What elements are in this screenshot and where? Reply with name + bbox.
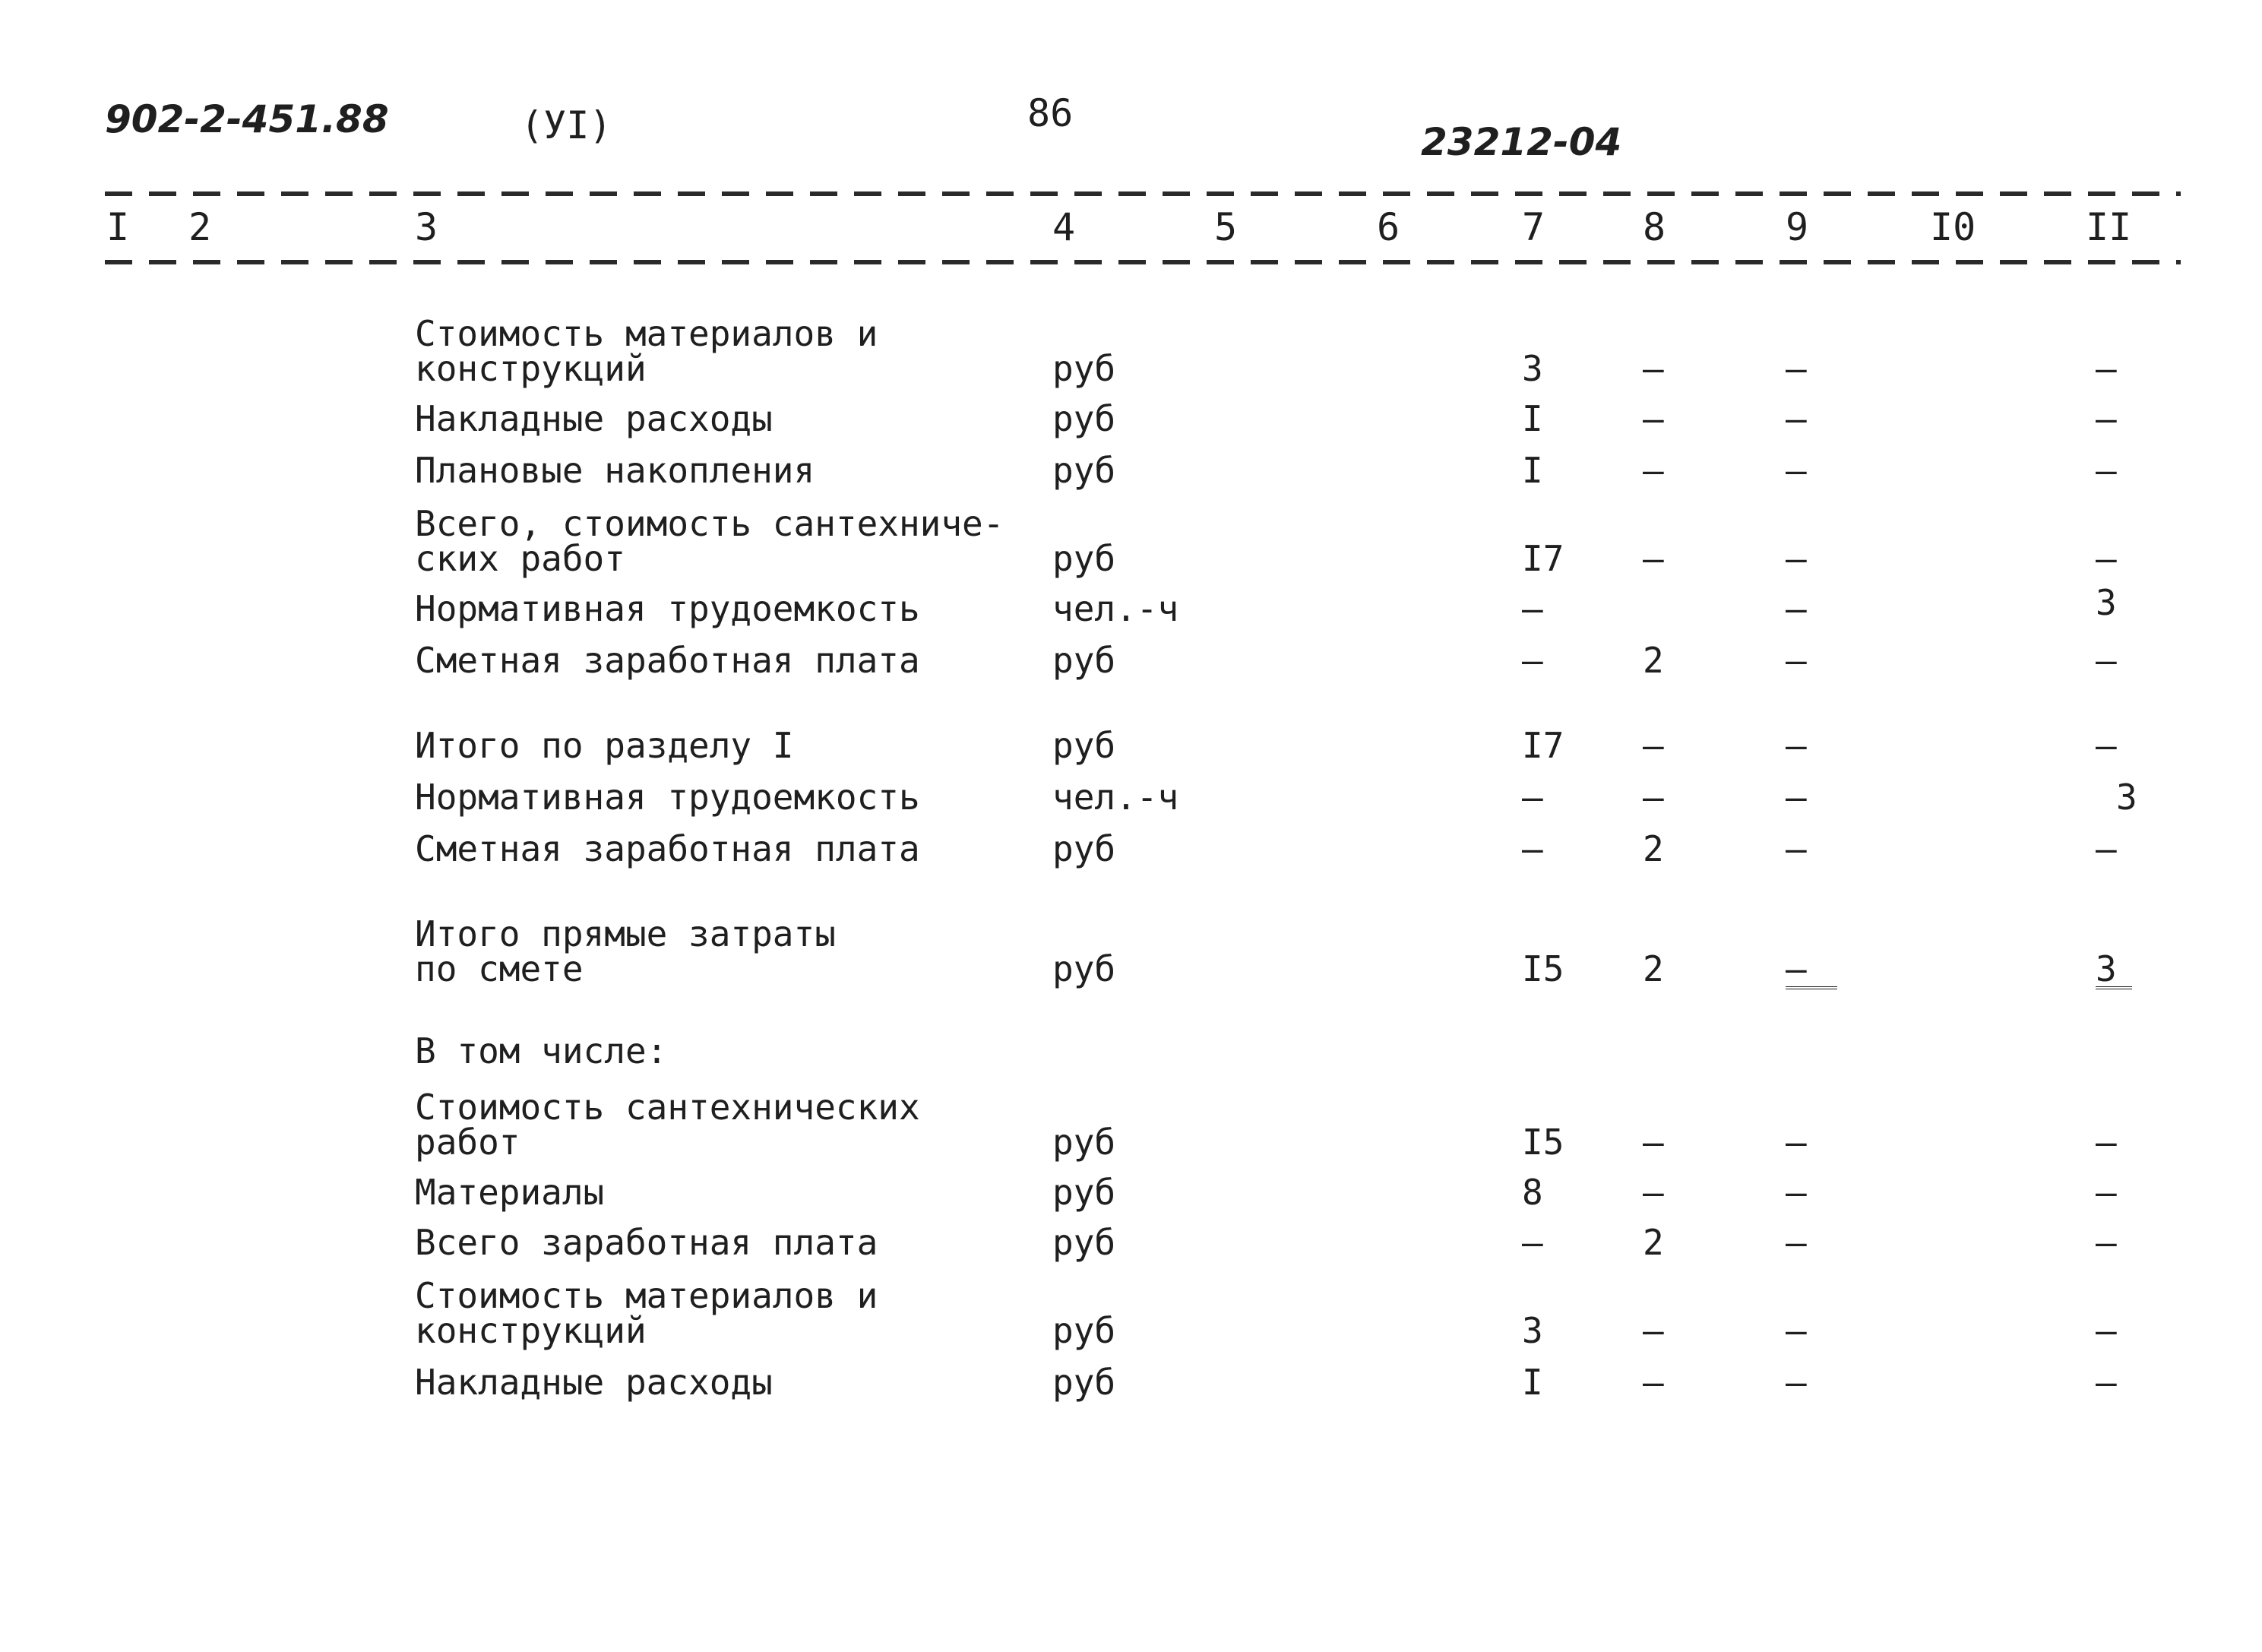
row-unit: чел.-ч [1052, 777, 1179, 818]
table-row [0, 503, 2262, 579]
row-description: Сметная заработная плата [415, 828, 920, 869]
col-num-2: 2 [188, 205, 212, 249]
row-unit: руб [1052, 398, 1116, 439]
row-unit: руб [1052, 1172, 1116, 1213]
row-value-col9: – [1786, 640, 1807, 681]
album-number: (УI) [520, 103, 612, 147]
row-value-col7: – [1522, 1222, 1543, 1263]
row-value-col7: I [1522, 1362, 1543, 1403]
row-value-col11: – [2096, 1122, 2117, 1163]
row-unit: руб [1052, 725, 1116, 766]
row-value-col9: – [1786, 1122, 1807, 1163]
row-value-col9: – [1786, 1362, 1807, 1403]
table-row [0, 1362, 2262, 1403]
row-value-col9: – [1786, 725, 1807, 766]
table-row [0, 313, 2262, 389]
row-description: Плановые накопления [415, 450, 815, 491]
row-value-col8: – [1643, 1172, 1664, 1213]
row-unit: руб [1052, 1222, 1116, 1263]
table-row [0, 1172, 2262, 1213]
row-value-col8: 2 [1643, 1222, 1664, 1263]
row-value-col9: – [1786, 348, 1807, 389]
row-description: Стоимость материалов и [415, 1275, 878, 1316]
row-value-col8: – [1643, 725, 1664, 766]
row-value-col11: 3 [2116, 777, 2137, 818]
row-value-col11: – [2096, 348, 2117, 389]
sheet-code: 23212-04 [1421, 120, 1622, 164]
page-number: 86 [1027, 91, 1074, 135]
row-value-col11: – [2096, 1222, 2117, 1263]
row-description-cont: конструкций [415, 1310, 647, 1351]
row-description: Материалы [415, 1172, 605, 1213]
row-value-col9: – [1786, 777, 1807, 818]
row-value-col9: – [1786, 828, 1807, 869]
row-value-col7: – [1522, 640, 1543, 681]
row-description: Всего заработная плата [415, 1222, 878, 1263]
row-unit: чел.-ч [1052, 588, 1179, 629]
row-description: Нормативная трудоемкость [415, 777, 920, 818]
row-value-col7: I [1522, 450, 1543, 491]
table-row [0, 398, 2262, 439]
row-value-col11: – [2096, 450, 2117, 491]
row-value-col11: – [2096, 1362, 2117, 1403]
row-value-col8: – [1643, 777, 1664, 818]
row-value-col8: – [1643, 1362, 1664, 1403]
row-unit: руб [1052, 1122, 1116, 1163]
col-num-11: II [2086, 205, 2132, 249]
table-row [0, 582, 2262, 629]
table-row [0, 450, 2262, 491]
col-num-3: 3 [415, 205, 438, 249]
row-value-col9: – [1786, 1310, 1807, 1351]
col-num-9: 9 [1786, 205, 1809, 249]
row-value-col7: I5 [1522, 948, 1564, 989]
row-value-col11: – [2096, 538, 2117, 579]
row-value-col7: – [1522, 828, 1543, 869]
row-description: В том числе: [415, 1030, 668, 1071]
col-num-4: 4 [1052, 205, 1076, 249]
row-unit: руб [1052, 538, 1116, 579]
row-value-col8: 2 [1643, 640, 1664, 681]
row-description: Стоимость сантехнических [415, 1087, 920, 1128]
row-value-col8: 2 [1643, 828, 1664, 869]
row-value-col9: – [1786, 398, 1807, 439]
row-value-col11: – [2096, 1172, 2117, 1213]
row-value-col8: – [1643, 450, 1664, 491]
document-code: 902-2-451.88 [105, 97, 389, 141]
row-description-cont: ских работ [415, 538, 625, 579]
row-unit: руб [1052, 1362, 1116, 1403]
row-value-col9: – [1786, 588, 1807, 629]
row-unit: руб [1052, 640, 1116, 681]
row-description: Нормативная трудоемкость [415, 588, 920, 629]
row-value-col9: – [1786, 951, 1837, 989]
row-value-col7: 3 [1522, 348, 1543, 389]
row-description: Стоимость материалов и [415, 313, 878, 354]
col-num-10: I0 [1930, 205, 1976, 249]
row-description-cont: по смете [415, 948, 584, 989]
table-row [0, 725, 2262, 766]
row-value-col7: – [1522, 777, 1543, 818]
row-value-col7: 8 [1522, 1172, 1543, 1213]
row-value-col11: – [2096, 398, 2117, 439]
row-value-col11: 3 [2096, 582, 2117, 623]
header-bottom-rule [105, 260, 2181, 264]
row-value-col7: I7 [1522, 538, 1564, 579]
row-value-col11: – [2096, 725, 2117, 766]
row-description: Всего, стоимость сантехниче- [415, 503, 1004, 544]
row-description-cont: работ [415, 1122, 520, 1163]
row-value-col7: I [1522, 398, 1543, 439]
row-value-col9: – [1786, 450, 1807, 491]
col-num-1: I [106, 205, 130, 249]
row-value-col11: – [2096, 1310, 2117, 1351]
row-description: Итого по разделу I [415, 725, 794, 766]
row-unit: руб [1052, 1310, 1116, 1351]
row-value-col9: – [1786, 538, 1807, 579]
col-num-5: 5 [1214, 205, 1238, 249]
row-value-col8: – [1643, 1122, 1664, 1163]
row-description: Накладные расходы [415, 398, 773, 439]
row-value-col11: – [2096, 640, 2117, 681]
row-value-col7: I7 [1522, 725, 1564, 766]
row-unit: руб [1052, 948, 1116, 989]
table-row [0, 1030, 2262, 1071]
row-value-col7: I5 [1522, 1122, 1564, 1163]
row-value-col7: 3 [1522, 1310, 1543, 1351]
table-row [0, 913, 2262, 989]
row-description: Накладные расходы [415, 1362, 773, 1403]
row-value-col8: – [1643, 398, 1664, 439]
row-value-col8: – [1643, 348, 1664, 389]
row-value-col7: – [1522, 588, 1543, 629]
row-value-col8: 2 [1643, 948, 1664, 989]
header-top-rule [105, 191, 2181, 196]
row-unit: руб [1052, 828, 1116, 869]
row-value-col9: – [1786, 1172, 1807, 1213]
row-description: Итого прямые затраты [415, 913, 836, 954]
row-unit: руб [1052, 348, 1116, 389]
row-value-col8: – [1643, 538, 1664, 579]
row-value-col8: – [1643, 1310, 1664, 1351]
row-value-col11: – [2096, 828, 2117, 869]
row-description-cont: конструкций [415, 348, 647, 389]
row-description: Сметная заработная плата [415, 640, 920, 681]
table-row [0, 640, 2262, 681]
col-num-7: 7 [1522, 205, 1545, 249]
row-value-col11: 3 [2096, 951, 2132, 989]
row-value-col9: – [1786, 1222, 1807, 1263]
table-row [0, 1222, 2262, 1263]
row-unit: руб [1052, 450, 1116, 491]
col-num-6: 6 [1377, 205, 1400, 249]
table-row [0, 828, 2262, 869]
col-num-8: 8 [1643, 205, 1666, 249]
table-row [0, 1275, 2262, 1351]
